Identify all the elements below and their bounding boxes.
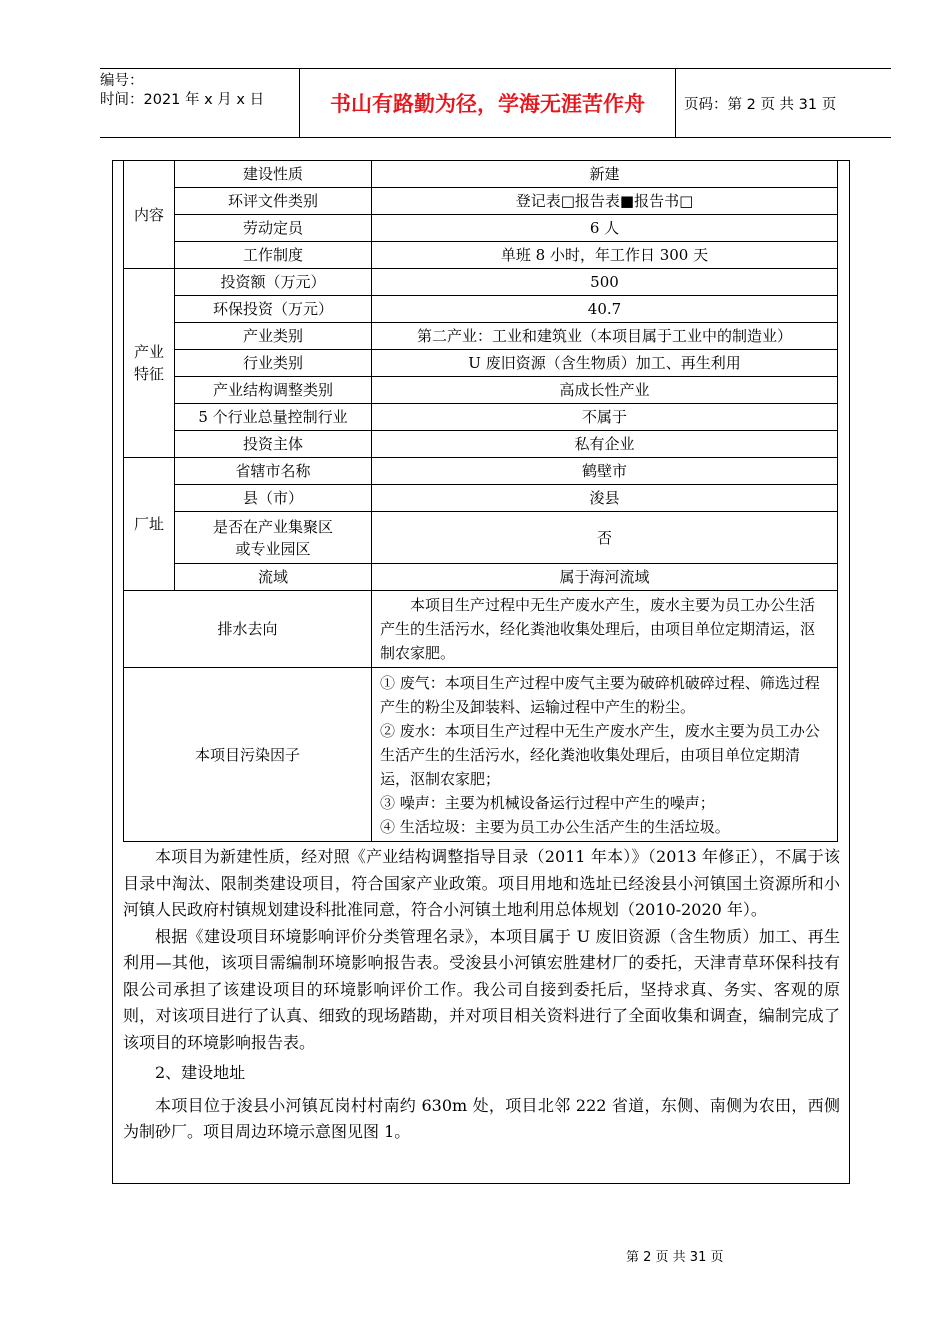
list-item: ④ 生活垃圾：主要为员工办公生活产生的生活垃圾。 (380, 817, 730, 836)
row-label: 环保投资（万元） (175, 296, 372, 323)
list-item: ③ 噪声：主要为机械设备运行过程中产生的噪声； (380, 793, 715, 812)
table-row (124, 564, 838, 591)
group-industry-line1: 产业 (133, 343, 164, 361)
row-label: 劳动定员 (175, 215, 372, 242)
row-label: 产业类别 (175, 323, 372, 350)
table-row (124, 188, 838, 215)
table-row (124, 377, 838, 404)
row-value: 高成长性产业 (372, 377, 838, 404)
row-label: 产业结构调整类别 (175, 377, 372, 404)
paragraph-3: 本项目位于浚县小河镇瓦岗村村南约 630m 处，项目北邻 222 省道，东侧、南侧为农田，西侧为制砂厂。项目周边环境示意图见图 1。 (123, 1095, 840, 1141)
row-label: 流域 (175, 564, 372, 591)
pollution-items (372, 668, 838, 842)
row-value: 私有企业 (372, 431, 838, 458)
table-row (124, 591, 838, 668)
project-info-table (123, 160, 838, 842)
row-label (175, 512, 372, 564)
section-heading: 2、建设地址 (155, 1063, 246, 1082)
row-label: 5 个行业总量控制行业 (175, 404, 372, 431)
row-label: 投资额（万元） (175, 269, 372, 296)
paragraph-1: 本项目为新建性质，经对照《产业结构调整指导目录（2011 年本）》（2013 年修正），不属于该目录中淘汰、限制类建设项目，符合国家产业政策。项目用地和选址已经浚县小河镇国土资源所和小河镇人民政府村镇规划建设科批准同意，符合小河镇土地利用总体规划（2010-2020 年）。 (123, 847, 840, 919)
row-value: 新建 (372, 161, 838, 188)
group-site: 厂址 (124, 458, 175, 591)
row-value: 不属于 (372, 404, 838, 431)
row-label: 环评文件类别 (175, 188, 372, 215)
table-row (124, 215, 838, 242)
row-value: 浚县 (372, 485, 838, 512)
row-value: 500 (372, 269, 838, 296)
body-text (123, 844, 840, 1146)
table-row (124, 269, 838, 296)
header-page-label: 页码：第 2 页 共 31 页 (684, 96, 837, 113)
table-row (124, 431, 838, 458)
row-value: 第二产业：工业和建筑业（本项目属于工业中的制造业） (372, 323, 838, 350)
group-content: 内容 (124, 161, 175, 269)
row-value: 鹤壁市 (372, 458, 838, 485)
row-value: 单班 8 小时，年工作日 300 天 (372, 242, 838, 269)
row-label: 建设性质 (175, 161, 372, 188)
table-row (124, 458, 838, 485)
row-value: 属于海河流域 (372, 564, 838, 591)
table-row (124, 350, 838, 377)
document-header (100, 68, 891, 138)
time-label: 时间：2021 年 x 月 x 日 (100, 92, 265, 108)
drainage-label: 排水去向 (124, 591, 372, 668)
table-row (124, 512, 838, 564)
table-row (124, 404, 838, 431)
list-item: ① 废气：本项目生产过程中废气主要为破碎机破碎过程、筛选过程产生的粉尘及卸装料、运输过程中产生的粉尘。 (380, 673, 820, 716)
paragraph-2: 根据《建设项目环境影响评价分类管理名录》，本项目属于 U 废旧资源（含生物质）加工、再生利用—其他，该项目需编制环境影响报告表。受浚县小河镇宏胜建材厂的委托，天津青草环保科技有限公司承担了该建设项目的环境影响评价工作。我公司自接到委托后，坚持求真、务实、客观的原则，对该项目进行了认真、细致的现场踏勘，并对项目相关资料进行了全面收集和调查，编制完成了该项目的环境影响报告表。 (123, 926, 840, 1052)
table-row (124, 668, 838, 842)
row-label: 工作制度 (175, 242, 372, 269)
table-row (124, 323, 838, 350)
drainage-text: 本项目生产过程中无生产废水产生，废水主要为员工办公生活产生的生活污水，经化粪池收集处理后，由项目单位定期清运，沤制农家肥。 (372, 591, 838, 668)
row-value: 40.7 (372, 296, 838, 323)
row-value: 登记表□报告表■报告书□ (372, 188, 838, 215)
list-item: ② 废水：本项目生产过程中无生产废水产生，废水主要为员工办公生活产生的生活污水，经化粪池收集处理后，由项目单位定期清运，沤制农家肥； (380, 721, 820, 788)
row-value: 否 (372, 512, 838, 564)
header-meta (100, 69, 300, 137)
page-number: 第 2 页 共 31 页 (626, 1250, 724, 1265)
table-row (124, 485, 838, 512)
group-industry (124, 269, 175, 458)
pollution-label: 本项目污染因子 (124, 668, 372, 842)
table-row (124, 242, 838, 269)
row-label: 县（市） (175, 485, 372, 512)
row-label-line1: 是否在产业集聚区 (212, 517, 333, 536)
header-motto: 书山有路勤为径，学海无涯苦作舟 (300, 69, 676, 137)
row-label: 投资主体 (175, 431, 372, 458)
row-label: 行业类别 (175, 350, 372, 377)
row-value: U 废旧资源（含生物质）加工、再生利用 (372, 350, 838, 377)
group-industry-line2: 特征 (133, 365, 164, 383)
row-label: 省辖市名称 (175, 458, 372, 485)
row-value: 6 人 (372, 215, 838, 242)
row-label-line2: 或专业园区 (235, 539, 311, 558)
table-row (124, 296, 838, 323)
table-row (124, 161, 838, 188)
serial-label: 编号： (100, 73, 144, 89)
